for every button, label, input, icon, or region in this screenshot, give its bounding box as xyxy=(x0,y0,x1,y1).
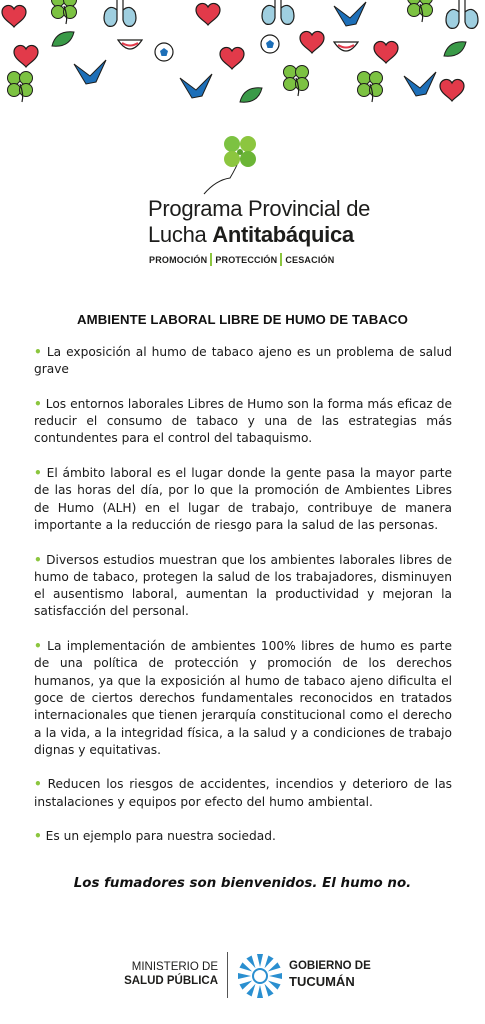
list-item-text: El ámbito laboral es el lugar donde la gente pasa la mayor parte de las horas del día, por lo que la promoción de Ambientes Libres de Humo (ALH) en el lugar de trabajo, contribuye de manera importante a la reducción de riesgo para la salud de las personas. xyxy=(34,466,453,532)
list-item xyxy=(34,396,452,448)
tag-cesacion: CESACIÓN xyxy=(285,254,335,265)
bullet-icon: • xyxy=(34,552,42,567)
bullet-icon: • xyxy=(34,466,42,481)
government-line-2: TUCUMÁN xyxy=(289,974,355,989)
program-logo xyxy=(0,0,485,265)
ministry-line-1: MINISTERIO DE xyxy=(131,961,218,973)
document-title: AMBIENTE LABORAL LIBRE DE HUMO DE TABACO xyxy=(77,312,408,327)
list-item-text: Reducen los riesgos de accidentes, incendios y deterioro de las instalaciones y equipos por efecto del humo ambiental. xyxy=(34,777,453,809)
logo-line-2-text: Lucha xyxy=(148,222,207,247)
logo-line-2-bold: Antitabáquica xyxy=(212,222,354,247)
list-item xyxy=(34,344,452,379)
bullet-icon: • xyxy=(34,829,42,844)
bullet-icon: • xyxy=(34,396,42,411)
government-logo xyxy=(289,959,371,989)
clover-logo-icon xyxy=(196,128,276,198)
list-item xyxy=(34,776,452,811)
tag-promocion: PROMOCIÓN xyxy=(149,254,208,265)
government-line-1: GOBIERNO DE xyxy=(289,960,371,972)
ministry-logo xyxy=(120,960,218,988)
tag-proteccion: PROTECCIÓN xyxy=(215,254,278,265)
list-item-text: Los entornos laborales Libres de Humo son la forma más eficaz de reducir el consumo de tabaco y una de las estrategias más contundentes para el control del tabaquismo. xyxy=(34,396,452,446)
logo-line-1-text: Programa Provincial xyxy=(148,196,341,221)
tag-separator xyxy=(210,253,212,266)
bullet-list xyxy=(34,344,452,863)
list-item xyxy=(34,465,452,534)
closing-statement: Los fumadores son bienvenidos. El humo no. xyxy=(73,876,412,891)
logo-line-2 xyxy=(148,222,354,248)
list-item xyxy=(34,828,452,845)
logo-tagline xyxy=(149,253,334,266)
ministry-line-2: SALUD PÚBLICA xyxy=(124,975,218,987)
bullet-icon: • xyxy=(34,345,42,359)
footer-logos xyxy=(0,948,485,1004)
bullet-icon: • xyxy=(34,777,42,792)
government-sun-icon xyxy=(236,952,284,1000)
list-item xyxy=(34,638,452,759)
bullet-icon: • xyxy=(34,639,42,654)
list-item xyxy=(34,552,452,621)
logo-line-1 xyxy=(148,196,370,222)
list-item-text: Es un ejemplo para nuestra sociedad. xyxy=(45,829,276,844)
list-item-text: La exposición al humo de tabaco ajeno es un problema de salud grave xyxy=(34,345,452,377)
tag-separator xyxy=(280,253,282,266)
logo-line-1-suffix: de xyxy=(346,196,371,221)
list-item-text: Diversos estudios muestran que los ambientes laborales libres de humo de tabaco, protegen la salud de los trabajadores, disminuyen el ausentismo laboral, aumentan la productividad y mejoran la satisfacción del personal. xyxy=(34,552,453,619)
footer-divider xyxy=(227,952,228,998)
list-item-text: La implementación de ambientes 100% libres de humo es parte de una política de protección y promoción de los derechos humanos, ya que la exposición al humo de tabaco ajeno dificulta el goce de ciertos derechos fundamentales reconocidos en tratados internacionales que tienen jerarquía constitucional como el derecho a la vida, a la integridad física, a la salud y a condiciones de trabajo dignas y equitativas. xyxy=(34,639,453,757)
